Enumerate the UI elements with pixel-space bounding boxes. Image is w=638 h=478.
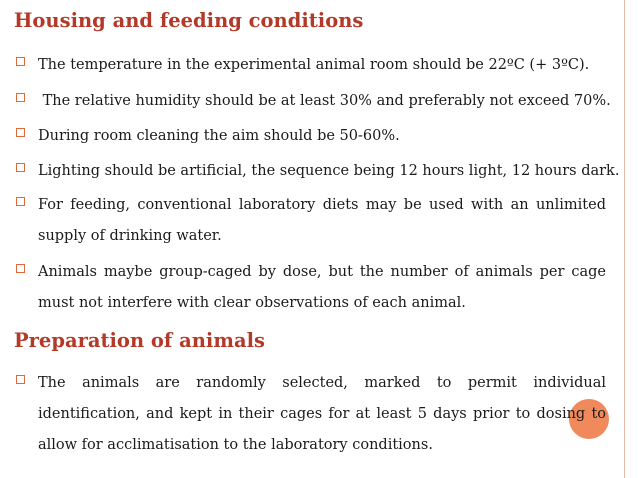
bullet-line: must not interfere with clear observations of each animal. — [38, 295, 466, 311]
bullet-item — [14, 86, 611, 117]
section-heading-housing: Housing and feeding conditions — [14, 9, 364, 32]
bullet-item — [14, 257, 606, 319]
square-bullet-icon — [16, 128, 25, 137]
bullet-item — [14, 121, 606, 152]
square-bullet-icon — [16, 57, 25, 66]
square-bullet-icon — [16, 93, 25, 102]
bullet-line: supply of drinking water. — [38, 228, 222, 244]
bullet-text — [38, 368, 606, 461]
bullet-line: For feeding, conventional laboratory diets may be used with an unlimited — [38, 197, 606, 213]
bullet-text: During room cleaning the aim should be 50-60%. — [38, 128, 400, 144]
square-bullet-icon — [16, 375, 25, 384]
bullet-item — [14, 156, 620, 187]
bullet-item — [14, 368, 606, 461]
square-bullet-icon — [16, 197, 25, 206]
bullet-line: identification, and kept in their cages for at least 5 days prior to dosing to — [38, 406, 606, 422]
section-heading-preparation: Preparation of animals — [14, 329, 265, 352]
bullet-text: The relative humidity should be at least 30% and preferably not exceed 70%. — [38, 93, 611, 109]
bullet-line: Animals maybe group-caged by dose, but the number of animals per cage — [38, 264, 606, 280]
bullet-text — [38, 190, 606, 252]
bullet-item — [14, 50, 606, 81]
slide-border — [624, 0, 625, 478]
bullet-text: Lighting should be artificial, the sequence being 12 hours light, 12 hours dark. — [38, 163, 620, 179]
bullet-text: The temperature in the experimental animal room should be 22ºC (+ 3ºC). — [38, 57, 590, 73]
bullet-line: allow for acclimatisation to the laboratory conditions. — [38, 437, 433, 453]
square-bullet-icon — [16, 163, 25, 172]
bullet-item — [14, 190, 606, 252]
bullet-text — [38, 257, 606, 319]
square-bullet-icon — [16, 264, 25, 273]
bullet-line: The animals are randomly selected, marked to permit individual — [38, 375, 606, 391]
